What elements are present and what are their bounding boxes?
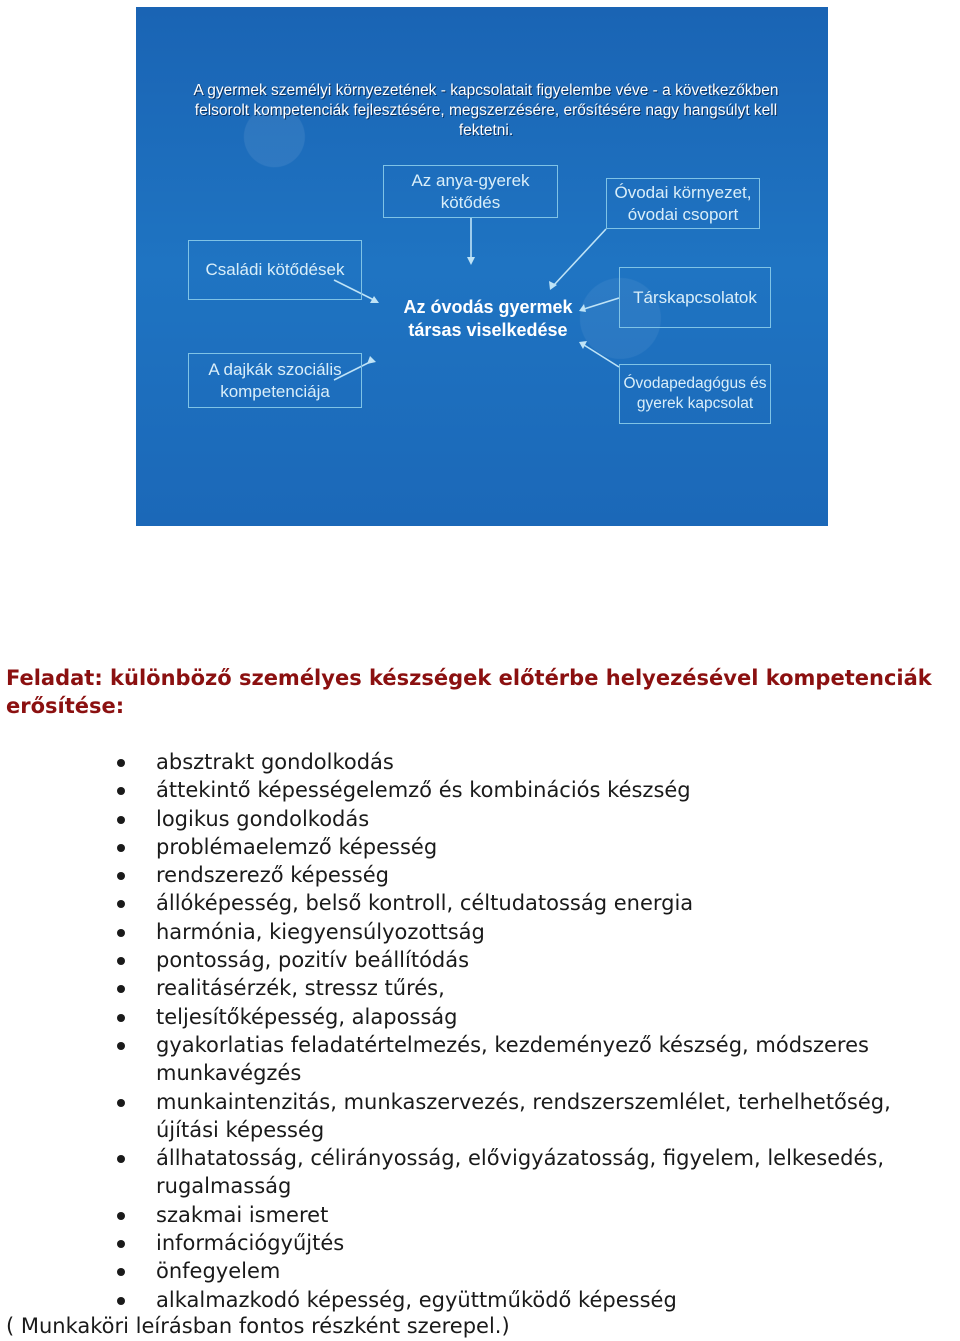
- bullet-icon: [117, 787, 125, 795]
- list-item-label: rendszerező képesség: [156, 863, 389, 888]
- list-item: [0, 1088, 960, 1145]
- task-title: Feladat: különböző személyes készségek előtérbe helyezésével kompetenciák erősítése:: [6, 666, 932, 718]
- bullet-icon: [117, 1042, 125, 1050]
- list-item: [0, 1201, 960, 1229]
- list-item: [0, 748, 960, 776]
- box-tarskapcsolatok: Társkapcsolatok: [619, 267, 771, 328]
- list-item: [0, 1229, 960, 1257]
- list-item-label: teljesítőképesség, alaposság: [156, 1004, 458, 1029]
- slide-intro-text: A gyermek személyi környezetének - kapcsolatait figyelembe véve - a következőkben felsorolt kompetenciák fejlesztésére, megszerzésére, erősítésére nagy hangsúlyt kell fektetni.: [193, 82, 779, 139]
- list-item: [0, 918, 960, 946]
- list-item-label: munkaintenzitás, munkaszervezés, rendszerszemlélet, terhelhetőség, újítási képesség: [156, 1089, 891, 1142]
- box-anya-gyerek: Az anya-gyerek kötődés: [383, 165, 558, 218]
- bullet-icon: [117, 816, 125, 824]
- bullet-icon: [117, 1297, 125, 1305]
- arrow-dajkak: [367, 356, 376, 364]
- list-item-label: problémaelemző képesség: [156, 834, 438, 859]
- bullet-icon: [117, 844, 125, 852]
- list-item: [0, 889, 960, 917]
- list-item-label: absztrakt gondolkodás: [156, 750, 394, 774]
- bullet-icon: [117, 759, 125, 767]
- box-ovodapedagogus-gyerek: Óvodapedagógus és gyerek kapcsolat: [619, 364, 771, 424]
- bullet-icon: [117, 872, 125, 880]
- connector-ovodai-center: [554, 229, 606, 285]
- list-item: [0, 805, 960, 833]
- bullet-icon: [117, 1212, 125, 1220]
- skills-list: [0, 748, 960, 1314]
- list-item: [0, 1144, 960, 1201]
- list-item-label: realitásérzék, stressz tűrés,: [156, 976, 445, 1001]
- list-item-label: önfegyelem: [156, 1259, 281, 1284]
- list-item: [0, 776, 960, 804]
- list-item-label: áttekintő képességelemző és kombinációs készség: [156, 778, 691, 803]
- list-item: [0, 1003, 960, 1031]
- list-item: [0, 974, 960, 1002]
- list-item: [0, 833, 960, 861]
- list-item: [0, 946, 960, 974]
- box-ovodai-kornyezet: Óvodai környezet, óvodai csoport: [606, 178, 760, 229]
- list-item-label: alkalmazkodó képesség, együttműködő képesség: [156, 1287, 677, 1312]
- bullet-icon: [117, 1240, 125, 1248]
- box-center-tarsas-viselkedes: Az óvodás gyermek társas viselkedése: [403, 297, 573, 340]
- list-item: [0, 861, 960, 889]
- bullet-icon: [117, 1014, 125, 1022]
- list-item: [0, 1031, 960, 1088]
- list-item-label: állhatatosság, célirányosság, elővigyázatosság, figyelem, lelkesedés, rugalmasság: [156, 1146, 884, 1199]
- list-item-label: logikus gondolkodás: [156, 806, 370, 831]
- bullet-icon: [117, 957, 125, 965]
- diagram-slide: [136, 7, 828, 526]
- footnote: ( Munkaköri leírásban fontos részként szerepel.): [6, 1314, 510, 1338]
- bullet-icon: [117, 1268, 125, 1276]
- bullet-icon: [117, 929, 125, 937]
- list-item: [0, 1286, 960, 1314]
- list-item-label: információgyűjtés: [156, 1231, 345, 1256]
- list-item-label: gyakorlatias feladatértelmezés, kezdeményező készség, módszeres munkavégzés: [156, 1032, 869, 1086]
- arrow-anya: [467, 257, 475, 265]
- box-dajkak-kompetenciaja: A dajkák szociális kompetenciája: [188, 353, 362, 408]
- bullet-icon: [117, 1099, 125, 1107]
- list-item-label: pontosság, pozitív beállítódás: [156, 948, 470, 973]
- bullet-icon: [117, 985, 125, 993]
- box-csaladi-kotodesek: Családi kötődések: [188, 240, 362, 300]
- list-item-label: szakmai ismeret: [156, 1202, 329, 1227]
- list-item-label: harmónia, kiegyensúlyozottság: [156, 919, 485, 944]
- list-item: [0, 1257, 960, 1285]
- bullet-icon: [117, 1155, 125, 1163]
- bullet-icon: [117, 900, 125, 908]
- list-item-label: állóképesség, belső kontroll, céltudatosság energia: [156, 891, 694, 916]
